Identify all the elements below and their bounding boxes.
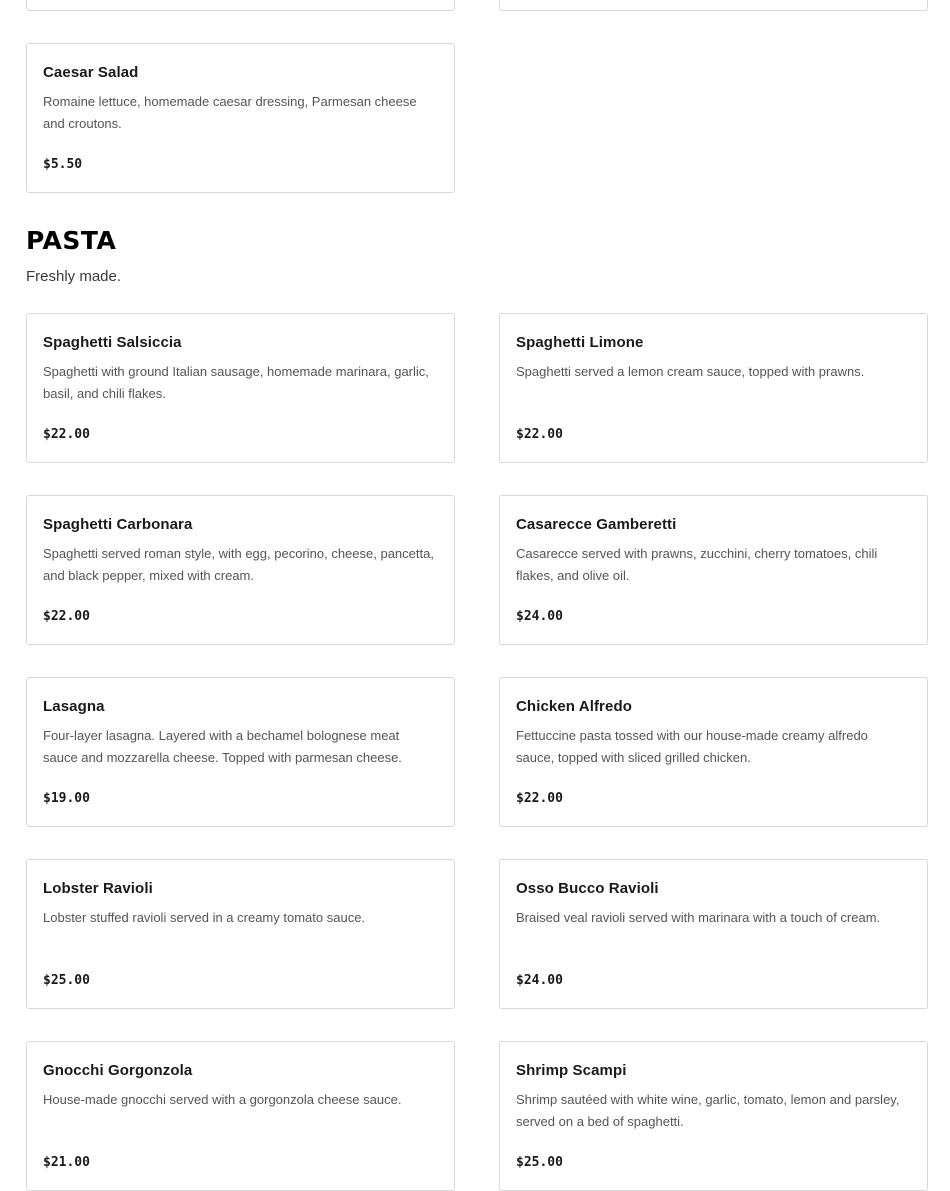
menu-item-description: Four-layer lasagna. Layered with a bechamel bolognese meat sauce and mozzarella cheese. Topped with parmesan cheese. [43, 728, 402, 765]
menu-item-description: Lobster stuffed ravioli served in a creamy tomato sauce. [43, 910, 366, 925]
menu-item-description: Braised veal ravioli served with marinara with a touch of cream. [516, 910, 881, 925]
menu-item-description: Fettuccine pasta tossed with our house-made creamy alfredo sauce, topped with sliced grilled chicken. [516, 728, 868, 765]
menu-item-price: $22.00 [43, 609, 90, 624]
menu-item-card[interactable] [26, 1041, 455, 1191]
menu-item-description: Shrimp sautéed with white wine, garlic, tomato, lemon and parsley, served on a bed of spaghetti. [516, 1092, 900, 1129]
menu-item-price: $21.00 [43, 1155, 90, 1170]
menu-item-price: $22.00 [516, 427, 563, 442]
menu-item-price: $24.00 [516, 973, 563, 988]
menu-item-name: Shrimp Scampi [516, 1062, 627, 1079]
section-title: PASTA [26, 226, 117, 255]
section-subtitle: Freshly made. [26, 268, 122, 285]
menu-item-price: $19.00 [43, 791, 90, 806]
menu-item-price: $25.00 [516, 1155, 563, 1170]
menu-item-card[interactable] [26, 43, 455, 193]
menu-item-name: Lasagna [43, 698, 105, 715]
menu-item-name: Chicken Alfredo [516, 698, 632, 715]
menu-item-name: Gnocchi Gorgonzola [43, 1062, 193, 1079]
menu-item-name: Casarecce Gamberetti [516, 516, 677, 533]
menu-item-price: $5.50 [43, 157, 83, 172]
menu-item-price: $24.00 [516, 609, 563, 624]
menu-item-name: Caesar Salad [43, 64, 139, 81]
menu-item-name: Lobster Ravioli [43, 880, 153, 897]
menu-item-card[interactable] [499, 0, 928, 11]
menu-item-card[interactable] [26, 313, 455, 463]
menu-item-card[interactable] [26, 677, 455, 827]
menu-item-card[interactable] [499, 1041, 928, 1191]
menu-item-description: Spaghetti with ground Italian sausage, homemade marinara, garlic, basil, and chili flakes. [43, 364, 429, 401]
menu-item-description: Casarecce served with prawns, zucchini, cherry tomatoes, chili flakes, and olive oil. [516, 546, 878, 583]
menu-item-card[interactable] [26, 495, 455, 645]
menu-item-name: Spaghetti Carbonara [43, 516, 193, 533]
menu-item-card[interactable] [499, 495, 928, 645]
menu-item-description: House-made gnocchi served with a gorgonzola cheese sauce. [43, 1092, 402, 1107]
menu-item-card[interactable] [499, 677, 928, 827]
menu-item-price: $22.00 [43, 427, 90, 442]
menu-item-card[interactable] [26, 859, 455, 1009]
menu-item-price: $25.00 [43, 973, 90, 988]
menu-item-price: $22.00 [516, 791, 563, 806]
menu-item-description: Spaghetti served a lemon cream sauce, topped with prawns. [516, 364, 865, 379]
menu-item-name: Spaghetti Limone [516, 334, 644, 351]
menu-item-card[interactable] [499, 859, 928, 1009]
menu-item-description: Spaghetti served roman style, with egg, pecorino, cheese, pancetta, and black pepper, mixed with cream. [43, 546, 434, 583]
menu-item-name: Spaghetti Salsiccia [43, 334, 182, 351]
menu-item-card[interactable] [26, 0, 455, 11]
menu-item-name: Osso Bucco Ravioli [516, 880, 659, 897]
menu-item-card[interactable] [499, 313, 928, 463]
menu-item-description: Romaine lettuce, homemade caesar dressing, Parmesan cheese and croutons. [43, 94, 417, 131]
